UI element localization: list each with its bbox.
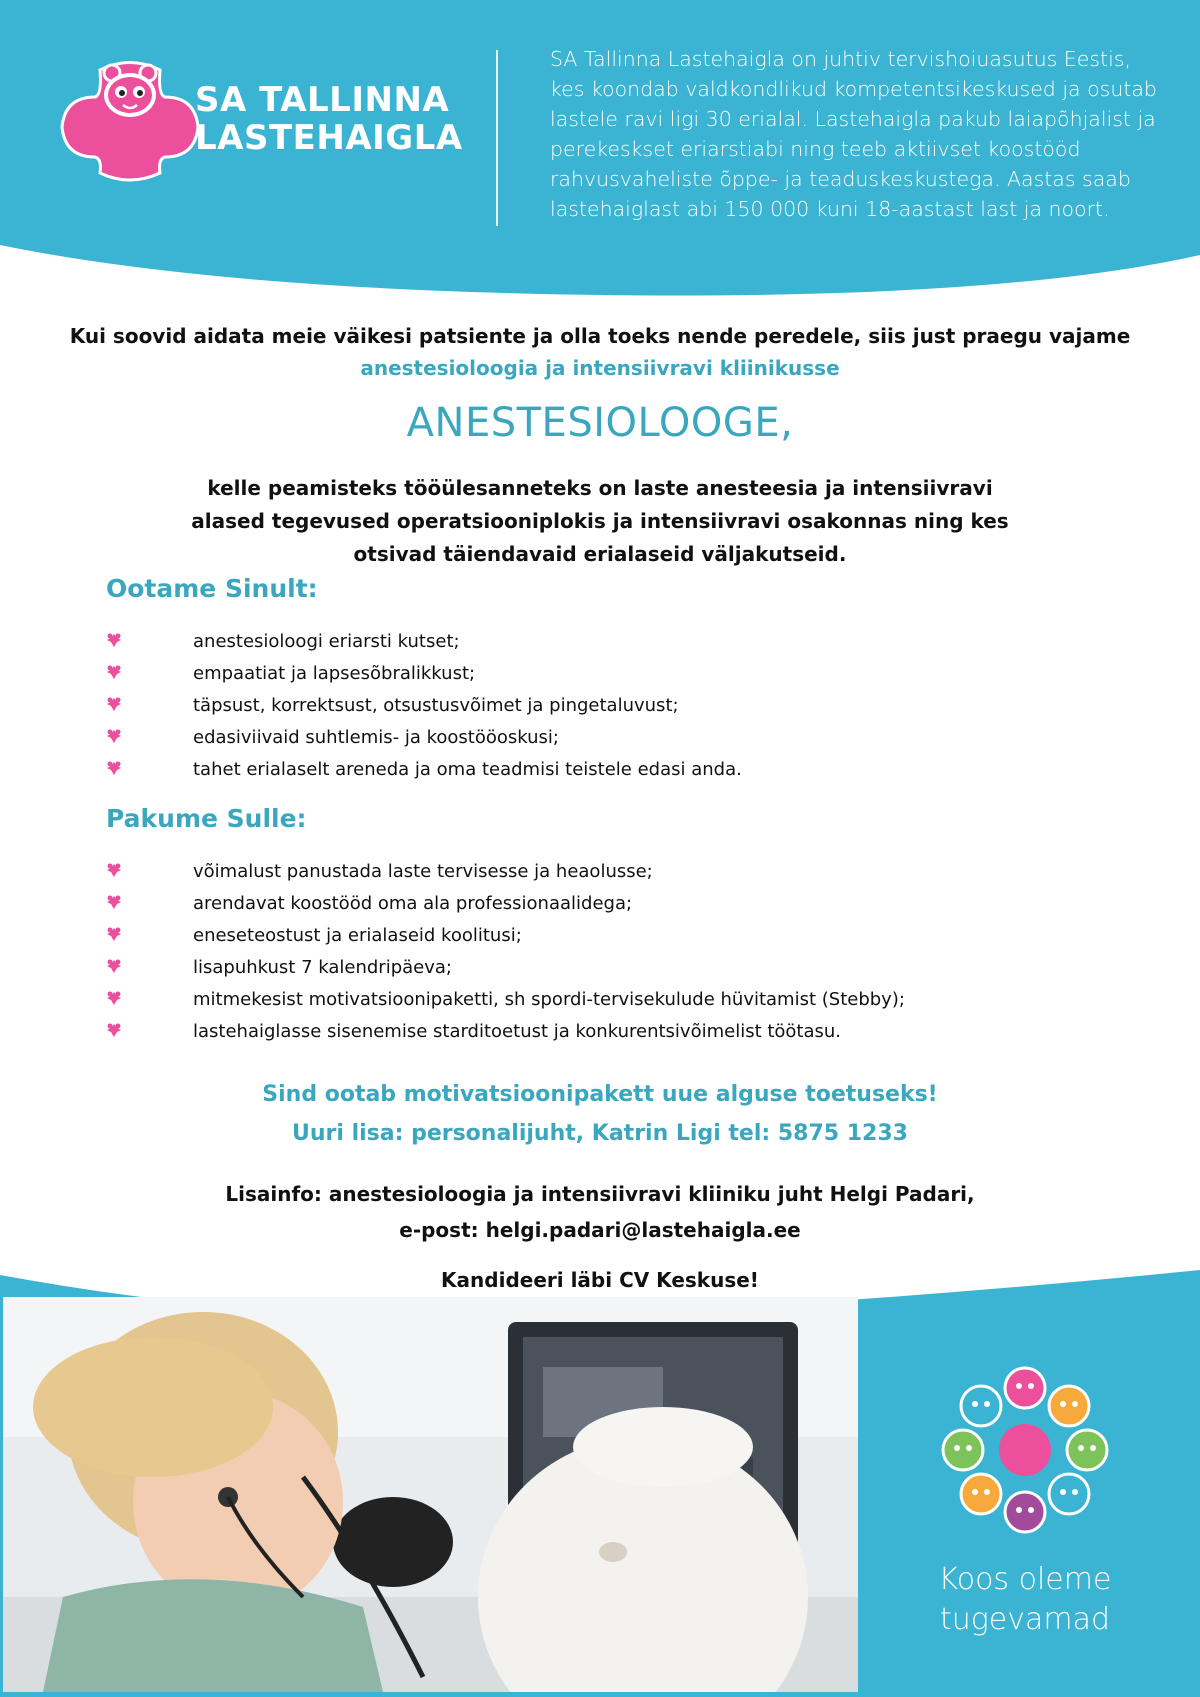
list-item-text: anestesioloogi eriarsti kutset; [193, 631, 460, 652]
list-item-text: mitmekesist motivatsioonipaketti, sh spordi-tervisekulude hüvitamist (Stebby); [193, 989, 905, 1010]
list-item [106, 628, 1006, 660]
tagline-line1: Koos oleme [938, 1562, 1112, 1597]
list-item [106, 986, 1006, 1018]
list-item-text: tahet erialaselt areneda ja oma teadmisi teistele edasi anda. [193, 759, 742, 780]
info-contact-email: e-post: helgi.padari@lastehaigla.ee [399, 1218, 801, 1242]
bullet-bear-icon [106, 990, 122, 1006]
list-item [106, 858, 1006, 890]
intro-text: SA Tallinna Lastehaigla on juhtiv tervishoiuasutus Eestis, kes koondab valdkondlikud kompetentsikeskused ja osutab lastele ravi ligi 30 erialal. Lastehaigla pakub laiapõhjalist ja perekeskset eriarstiabi ning teeb aktiivset koostööd rahvusvaheliste õppe- ja teaduskeskustega. Aastas saab lastehaiglast abi 150 000 kuni 18-aastast last ja noort. [550, 47, 1157, 221]
bullet-bear-icon [106, 760, 122, 776]
list-item [106, 954, 1006, 986]
list-item [106, 922, 1006, 954]
list-item-text: edasiviivaid suhtlemis- ja koostööoskusi; [193, 727, 559, 748]
child-with-stethoscope-and-plush-bunny-photo [3, 1297, 858, 1692]
list-item [106, 724, 1006, 756]
bullet-bear-icon [106, 958, 122, 974]
flower-bears-emblem-icon [935, 1360, 1115, 1540]
tagline-line2: tugevamad [939, 1602, 1111, 1637]
bullet-bear-icon [106, 1022, 122, 1038]
bullet-bear-icon [106, 926, 122, 942]
list-item [106, 660, 1006, 692]
bullet-bear-icon [106, 632, 122, 648]
header-divider [496, 50, 498, 226]
requirements-list [106, 628, 1006, 788]
benefits-heading: Pakume Sulle: [106, 804, 307, 833]
list-item-text: lastehaiglasse sisenemise starditoetust ja konkurentsivõimelist töötasu. [193, 1021, 842, 1042]
bullet-bear-icon [106, 862, 122, 878]
list-item [106, 890, 1006, 922]
logo-name-line2: LASTEHAIGLA [195, 118, 463, 158]
lead-text: Kui soovid aidata meie väikesi patsiente ja olla toeks nende peredele, siis just praegu vajame [69, 324, 1131, 348]
bullet-bear-icon [106, 664, 122, 680]
footer-tagline [870, 1560, 1180, 1640]
info-contact-line1: Lisainfo: anestesioloogia ja intensiivravi kliiniku juht Helgi Padari, [225, 1182, 975, 1206]
bullet-bear-icon [106, 728, 122, 744]
list-item [106, 1018, 1006, 1050]
hr-contact-text: Uuri lisa: personalijuht, Katrin Ligi tel: 5875 1233 [292, 1121, 908, 1146]
benefits-list [106, 858, 1006, 1050]
bullet-bear-icon [106, 894, 122, 910]
list-item [106, 692, 1006, 724]
list-item-text: eneseteostust ja erialaseid koolitusi; [193, 925, 522, 946]
motivation-text: Sind ootab motivatsioonipakett uue alguse toetuseks! [262, 1082, 938, 1107]
apply-call-to-action: Kandideeri läbi CV Keskuse! [441, 1268, 759, 1292]
list-item [106, 756, 1006, 788]
duties-text: kelle peamisteks tööülesanneteks on laste anesteesia ja intensiivravi alased tegevused operatsiooniplokis ja intensiivravi osakonnas ning kes otsivad täiendavaid erialaseid väljakutseid. [191, 476, 1009, 566]
list-item-text: lisapuhkust 7 kalendripäeva; [193, 957, 452, 978]
logo-name-line1: SA TALLINNA [195, 80, 450, 120]
job-title: ANESTESIOLOOGE, [406, 400, 794, 446]
list-item-text: empaatiat ja lapsesõbralikkust; [193, 663, 476, 684]
list-item-text: täpsust, korrektsust, otsustusvõimet ja pingetaluvust; [193, 695, 679, 716]
list-item-text: arendavat koostööd oma ala professionaalidega; [193, 893, 633, 914]
bullet-bear-icon [106, 696, 122, 712]
hospital-cross-bear-icon [60, 55, 200, 185]
requirements-heading: Ootame Sinult: [106, 574, 318, 603]
list-item-text: võimalust panustada laste tervisesse ja heaolusse; [193, 861, 653, 882]
clinic-name: anestesioloogia ja intensiivravi kliinikusse [360, 356, 840, 380]
